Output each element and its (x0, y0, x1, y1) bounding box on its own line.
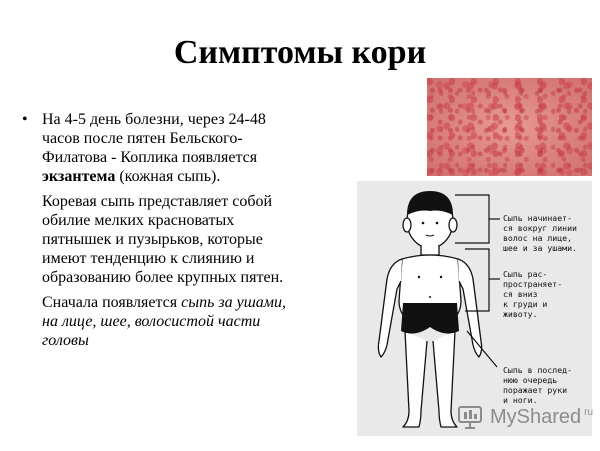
note-rash-spread: Сыпь рас- пространяет- ся вниз к груди и животу. (503, 269, 563, 319)
term-exanthema: экзантема (42, 168, 116, 185)
bullet-paragraph (22, 110, 304, 186)
watermark-brand: MyShared (490, 405, 582, 428)
pointer-limbs (467, 331, 497, 367)
bracket-head (455, 195, 489, 243)
slide-title: Симптомы кори (173, 34, 427, 71)
note-rash-last: Сыпь в послед- нюю очередь поражает руки и ноги. (503, 365, 573, 405)
watermark-text (490, 406, 593, 429)
slide-body (22, 110, 304, 356)
paragraph-rash-description: Коревая сыпь представляет собой обилие мелких красноватых пятнышек и пузырьков, которые имеют тенденцию к слиянию и образованию более крупных пятен. (42, 193, 284, 286)
paragraph3-text: Сначала появляется (42, 294, 182, 311)
watermark (456, 402, 593, 432)
paragraph-rash-order (42, 293, 304, 350)
figure-shorts (401, 303, 459, 334)
note-rash-start: Сыпь начинает- ся вокруг линии волос на лице, шее и за ушами. (503, 213, 577, 253)
paragraph3-italic: сыпь за ушами, на лице, шее, волосистой части головы (42, 294, 286, 349)
bullet-icon: • (22, 111, 28, 128)
myshared-logo-icon (456, 404, 486, 430)
paragraph1-text: На 4-5 день болезни, через 24-48 часов после пятен Бельского-Филатова - Коплика появляется (42, 111, 266, 166)
paragraph-exanthema (42, 110, 304, 186)
rash-photo (427, 78, 592, 176)
rash-spread-diagram (357, 181, 592, 436)
paragraph1-tail: (кожная сыпь). (115, 168, 221, 185)
watermark-domain: ru (584, 406, 594, 418)
